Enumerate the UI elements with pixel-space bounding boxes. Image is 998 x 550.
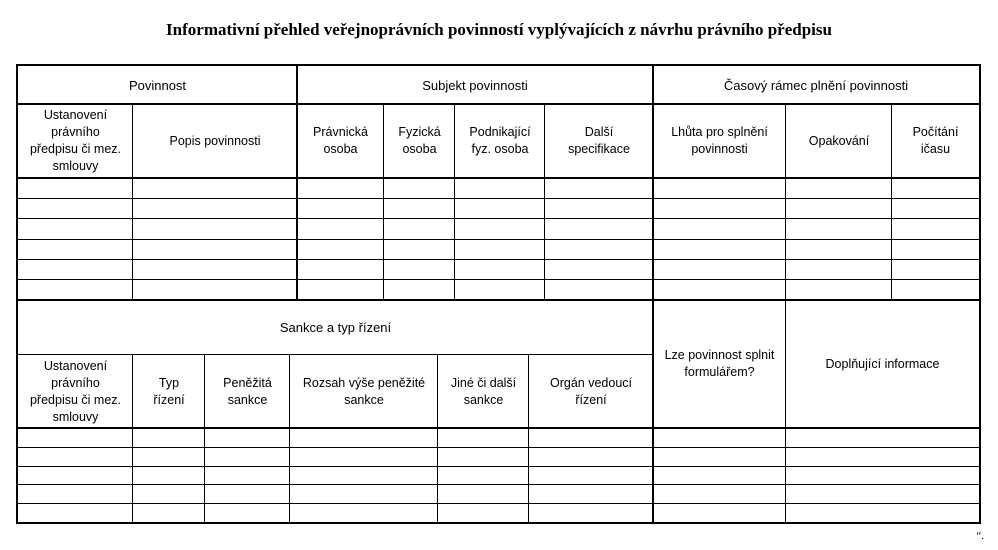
data-row-rule-bottom: [18, 447, 979, 448]
group-header-subjekt: Subjekt povinnosti: [422, 77, 528, 93]
data-row-rule-bottom: [18, 503, 979, 504]
rule-v-subjekt-casovy: [652, 66, 654, 522]
data-row-rule-top: [18, 218, 979, 219]
col-sankce-ustanoveni: Ustanovení právního předpisu či mez. smlouvy: [29, 358, 121, 424]
rule-v-ustanoveni-popis: [132, 103, 133, 299]
col-ustanoveni: Ustanovení právního předpisu či mez. smlouvy: [29, 108, 121, 173]
corner-mark: “.: [976, 530, 984, 542]
group-header-sankce: Sankce a typ řízení: [279, 320, 392, 335]
col-organ-vedouci: Orgán vedoucí řízení: [550, 375, 632, 407]
data-row-rule-top: [18, 259, 979, 260]
group-header-casovy-ramec: Časový rámec plnění povinnosti: [723, 77, 909, 93]
col-lze-splnit-formularem: Lze povinnost splnit formulářem?: [664, 348, 775, 379]
col-podnikajici-fyz-osoba: Podnikající fyz. osoba: [469, 125, 531, 156]
col-lhuta: Lhůta pro splnění povinnosti: [671, 125, 768, 156]
col-typ-rizeni: Typ řízení: [153, 375, 185, 407]
rule-v-pravnicka-fyzicka: [383, 103, 384, 299]
document-title: Informativní přehled veřejnoprávních povinností vyplývajících z návrhu právního předpisu: [166, 20, 832, 39]
col-rozsah-vyse: Rozsah výše peněžité sankce: [302, 375, 426, 407]
col-jine-sankce: Jiné či další sankce: [450, 375, 517, 407]
rule-below-groups: [18, 103, 979, 105]
rule-below-bottom-headers: [18, 427, 979, 429]
rule-v-b-penezita-rozsah: [289, 354, 290, 522]
col-penezita-sankce: Peněžitá sankce: [223, 375, 272, 407]
rule-v-povinnost-subjekt: [296, 66, 298, 299]
data-row-rule-bottom: [18, 484, 979, 485]
rule-v-b-rozsah-jine: [437, 354, 438, 522]
col-popis-povinnosti: Popis povinnosti: [169, 133, 261, 148]
rule-v-b-jine-organ: [528, 354, 529, 522]
data-row-rule-top: [18, 198, 979, 199]
group-header-povinnost: Povinnost: [128, 77, 187, 93]
rule-section-divider: [18, 299, 979, 301]
col-pravnicka-osoba: Právnická osoba: [313, 125, 368, 156]
col-opakovani: Opakování: [808, 133, 870, 148]
col-pocitani-casu: Počítání ičasu: [912, 125, 959, 156]
rule-below-sankce-group: [18, 354, 653, 355]
data-row-rule-top: [18, 279, 979, 280]
data-row-rule-bottom: [18, 466, 979, 467]
data-row-rule-top: [18, 239, 979, 240]
rule-v-b-typ-penezita: [204, 354, 205, 522]
rule-v-opakovani-pocitani: [891, 103, 892, 299]
rule-v-fyzicka-podnikajici: [454, 103, 455, 299]
obligations-table: [16, 64, 981, 524]
col-dalsi-specifikace: Další specifikace: [568, 125, 630, 156]
rule-v-podnikajici-dalsi: [544, 103, 545, 299]
col-doplnujici-informace: Doplňující informace: [825, 356, 940, 371]
rule-below-top-headers: [18, 177, 979, 179]
rule-v-lhuta-opakovani: [785, 103, 786, 522]
rule-v-b-ustanoveni-typ: [132, 354, 133, 522]
col-fyzicka-osoba: Fyzická osoba: [398, 125, 441, 156]
